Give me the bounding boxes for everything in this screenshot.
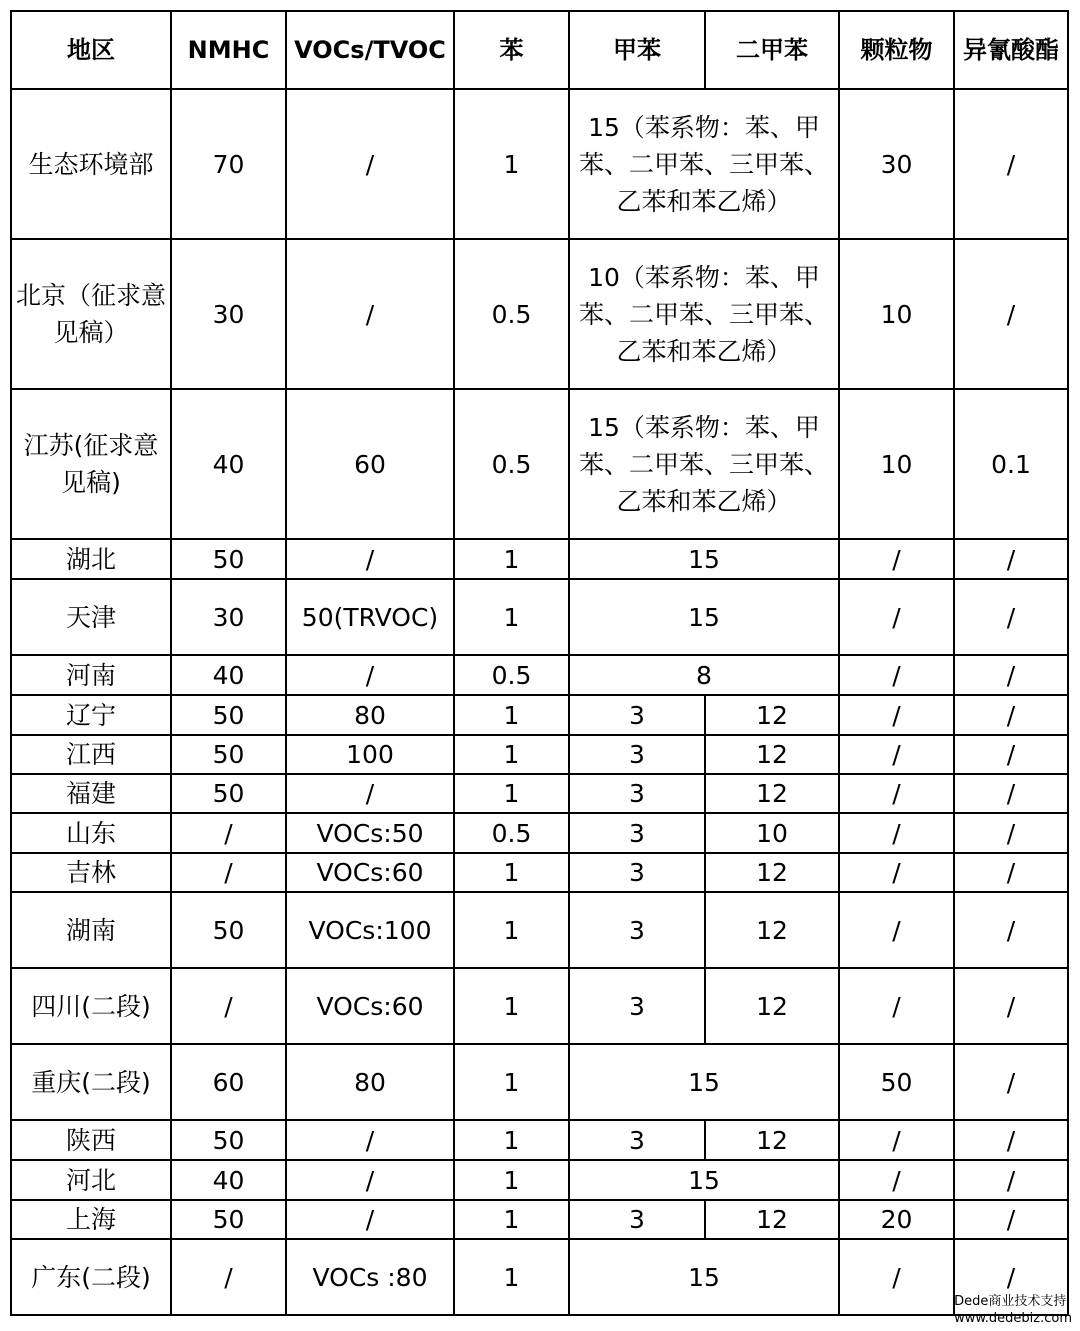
cell-particulate: / bbox=[839, 579, 954, 655]
cell-isocyanate: / bbox=[954, 774, 1068, 813]
cell-benzene: 0.5 bbox=[454, 655, 569, 695]
cell-xylene: 12 bbox=[705, 1120, 839, 1160]
cell-particulate: / bbox=[839, 968, 954, 1044]
cell-isocyanate: / bbox=[954, 853, 1068, 892]
cell-isocyanate: / bbox=[954, 1200, 1068, 1239]
header-region: 地区 bbox=[11, 11, 171, 89]
table-row bbox=[11, 735, 1068, 774]
cell-particulate: / bbox=[839, 853, 954, 892]
cell-region: 广东(二段) bbox=[11, 1239, 171, 1315]
cell-toluene: 3 bbox=[569, 968, 705, 1044]
table-body bbox=[11, 89, 1068, 1315]
cell-vocs: 50(TRVOC) bbox=[286, 579, 454, 655]
cell-benzene: 1 bbox=[454, 774, 569, 813]
cell-vocs: / bbox=[286, 1200, 454, 1239]
table-row bbox=[11, 695, 1068, 735]
header-xylene: 二甲苯 bbox=[705, 11, 839, 89]
cell-benzene: 1 bbox=[454, 968, 569, 1044]
table-row bbox=[11, 655, 1068, 695]
cell-region: 河北 bbox=[11, 1160, 171, 1200]
cell-particulate: 50 bbox=[839, 1044, 954, 1120]
cell-particulate: / bbox=[839, 655, 954, 695]
cell-region: 河南 bbox=[11, 655, 171, 695]
cell-particulate: / bbox=[839, 1160, 954, 1200]
cell-vocs: / bbox=[286, 239, 454, 389]
cell-vocs: VOCs:50 bbox=[286, 813, 454, 853]
cell-vocs: 80 bbox=[286, 695, 454, 735]
cell-nmhc: 50 bbox=[171, 1200, 286, 1239]
cell-particulate: / bbox=[839, 774, 954, 813]
cell-nmhc: 40 bbox=[171, 1160, 286, 1200]
cell-toluene: 3 bbox=[569, 1200, 705, 1239]
cell-xylene: 12 bbox=[705, 695, 839, 735]
cell-region: 陕西 bbox=[11, 1120, 171, 1160]
cell-nmhc: 60 bbox=[171, 1044, 286, 1120]
cell-benzene: 1 bbox=[454, 892, 569, 968]
cell-isocyanate: / bbox=[954, 539, 1068, 579]
cell-xylene: 12 bbox=[705, 968, 839, 1044]
cell-vocs: / bbox=[286, 1120, 454, 1160]
cell-particulate: / bbox=[839, 539, 954, 579]
cell-benzene: 1 bbox=[454, 1044, 569, 1120]
cell-region: 辽宁 bbox=[11, 695, 171, 735]
cell-toluene-xylene-combined: 10（苯系物：苯、甲苯、二甲苯、三甲苯、乙苯和苯乙烯） bbox=[569, 239, 839, 389]
table-row bbox=[11, 892, 1068, 968]
cell-region: 重庆(二段) bbox=[11, 1044, 171, 1120]
cell-nmhc: 70 bbox=[171, 89, 286, 239]
cell-region: 天津 bbox=[11, 579, 171, 655]
cell-toluene: 3 bbox=[569, 695, 705, 735]
watermark-line-2: www.dedebiz.com bbox=[954, 1311, 1072, 1326]
watermark-line-1: Dede商业技术支持 bbox=[954, 1294, 1067, 1309]
cell-isocyanate: / bbox=[954, 813, 1068, 853]
cell-isocyanate: / bbox=[954, 968, 1068, 1044]
cell-nmhc: 30 bbox=[171, 239, 286, 389]
cell-toluene: 3 bbox=[569, 774, 705, 813]
cell-region: 上海 bbox=[11, 1200, 171, 1239]
cell-nmhc: 50 bbox=[171, 892, 286, 968]
cell-benzene: 0.5 bbox=[454, 239, 569, 389]
cell-isocyanate: / bbox=[954, 1239, 1068, 1315]
cell-toluene: 3 bbox=[569, 1120, 705, 1160]
table-row bbox=[11, 813, 1068, 853]
table-row bbox=[11, 774, 1068, 813]
cell-region: 四川(二段) bbox=[11, 968, 171, 1044]
table-row bbox=[11, 239, 1068, 389]
cell-benzene: 1 bbox=[454, 539, 569, 579]
cell-benzene: 1 bbox=[454, 89, 569, 239]
header-vocs: VOCs/TVOC bbox=[286, 11, 454, 89]
cell-benzene: 0.5 bbox=[454, 389, 569, 539]
cell-vocs: VOCs:60 bbox=[286, 853, 454, 892]
table-row bbox=[11, 968, 1068, 1044]
cell-benzene: 1 bbox=[454, 1160, 569, 1200]
cell-vocs: 60 bbox=[286, 389, 454, 539]
cell-toluene-xylene-combined: 15 bbox=[569, 579, 839, 655]
cell-nmhc: 50 bbox=[171, 1120, 286, 1160]
cell-vocs: VOCs:60 bbox=[286, 968, 454, 1044]
cell-vocs: / bbox=[286, 655, 454, 695]
cell-region: 生态环境部 bbox=[11, 89, 171, 239]
cell-isocyanate: / bbox=[954, 1160, 1068, 1200]
cell-benzene: 1 bbox=[454, 1200, 569, 1239]
cell-xylene: 12 bbox=[705, 853, 839, 892]
cell-particulate: 10 bbox=[839, 239, 954, 389]
table-row bbox=[11, 1120, 1068, 1160]
cell-benzene: 1 bbox=[454, 695, 569, 735]
cell-region: 吉林 bbox=[11, 853, 171, 892]
cell-vocs: / bbox=[286, 539, 454, 579]
cell-toluene-xylene-combined: 15 bbox=[569, 1044, 839, 1120]
cell-vocs: / bbox=[286, 1160, 454, 1200]
cell-particulate: / bbox=[839, 813, 954, 853]
cell-xylene: 10 bbox=[705, 813, 839, 853]
cell-toluene-xylene-combined: 8 bbox=[569, 655, 839, 695]
cell-nmhc: 40 bbox=[171, 389, 286, 539]
cell-region: 湖北 bbox=[11, 539, 171, 579]
table-row bbox=[11, 1160, 1068, 1200]
table-row bbox=[11, 1044, 1068, 1120]
watermark bbox=[954, 1293, 1072, 1327]
cell-nmhc: 30 bbox=[171, 579, 286, 655]
table-row bbox=[11, 1200, 1068, 1239]
table-row bbox=[11, 539, 1068, 579]
cell-isocyanate: 0.1 bbox=[954, 389, 1068, 539]
cell-particulate: / bbox=[839, 735, 954, 774]
cell-toluene-xylene-combined: 15（苯系物：苯、甲苯、二甲苯、三甲苯、乙苯和苯乙烯） bbox=[569, 89, 839, 239]
cell-vocs: VOCs:100 bbox=[286, 892, 454, 968]
cell-benzene: 1 bbox=[454, 1239, 569, 1315]
cell-toluene-xylene-combined: 15 bbox=[569, 539, 839, 579]
cell-particulate: / bbox=[839, 892, 954, 968]
cell-nmhc: 50 bbox=[171, 774, 286, 813]
cell-benzene: 1 bbox=[454, 853, 569, 892]
cell-nmhc: 50 bbox=[171, 735, 286, 774]
header-row bbox=[11, 11, 1068, 89]
cell-nmhc: 50 bbox=[171, 539, 286, 579]
cell-xylene: 12 bbox=[705, 735, 839, 774]
table-row bbox=[11, 89, 1068, 239]
cell-benzene: 1 bbox=[454, 579, 569, 655]
cell-particulate: / bbox=[839, 1239, 954, 1315]
header-benzene: 苯 bbox=[454, 11, 569, 89]
cell-vocs: VOCs :80 bbox=[286, 1239, 454, 1315]
cell-toluene: 3 bbox=[569, 853, 705, 892]
header-nmhc: NMHC bbox=[171, 11, 286, 89]
cell-isocyanate: / bbox=[954, 655, 1068, 695]
table-row bbox=[11, 853, 1068, 892]
cell-particulate: / bbox=[839, 1120, 954, 1160]
cell-xylene: 12 bbox=[705, 1200, 839, 1239]
cell-region: 江苏(征求意见稿) bbox=[11, 389, 171, 539]
cell-isocyanate: / bbox=[954, 1044, 1068, 1120]
cell-region: 江西 bbox=[11, 735, 171, 774]
cell-isocyanate: / bbox=[954, 735, 1068, 774]
cell-toluene: 3 bbox=[569, 735, 705, 774]
cell-vocs: / bbox=[286, 774, 454, 813]
cell-isocyanate: / bbox=[954, 89, 1068, 239]
cell-xylene: 12 bbox=[705, 892, 839, 968]
cell-toluene-xylene-combined: 15 bbox=[569, 1239, 839, 1315]
cell-nmhc: / bbox=[171, 813, 286, 853]
cell-nmhc: 40 bbox=[171, 655, 286, 695]
cell-isocyanate: / bbox=[954, 579, 1068, 655]
cell-nmhc: / bbox=[171, 853, 286, 892]
cell-particulate: / bbox=[839, 695, 954, 735]
header-toluene: 甲苯 bbox=[569, 11, 705, 89]
cell-nmhc: / bbox=[171, 968, 286, 1044]
cell-benzene: 1 bbox=[454, 1120, 569, 1160]
header-isocyanate: 异氰酸酯 bbox=[954, 11, 1068, 89]
cell-vocs: / bbox=[286, 89, 454, 239]
cell-region: 福建 bbox=[11, 774, 171, 813]
cell-isocyanate: / bbox=[954, 695, 1068, 735]
table-row bbox=[11, 1239, 1068, 1315]
cell-region: 山东 bbox=[11, 813, 171, 853]
cell-xylene: 12 bbox=[705, 774, 839, 813]
cell-isocyanate: / bbox=[954, 1120, 1068, 1160]
cell-region: 北京（征求意见稿） bbox=[11, 239, 171, 389]
table-row bbox=[11, 389, 1068, 539]
cell-toluene-xylene-combined: 15 bbox=[569, 1160, 839, 1200]
cell-nmhc: 50 bbox=[171, 695, 286, 735]
cell-isocyanate: / bbox=[954, 239, 1068, 389]
cell-benzene: 1 bbox=[454, 735, 569, 774]
cell-vocs: 100 bbox=[286, 735, 454, 774]
cell-vocs: 80 bbox=[286, 1044, 454, 1120]
cell-nmhc: / bbox=[171, 1239, 286, 1315]
cell-particulate: 10 bbox=[839, 389, 954, 539]
cell-toluene-xylene-combined: 15（苯系物：苯、甲苯、二甲苯、三甲苯、乙苯和苯乙烯） bbox=[569, 389, 839, 539]
cell-toluene: 3 bbox=[569, 892, 705, 968]
emission-standards-table bbox=[10, 10, 1069, 1316]
table-row bbox=[11, 579, 1068, 655]
cell-region: 湖南 bbox=[11, 892, 171, 968]
cell-isocyanate: / bbox=[954, 892, 1068, 968]
cell-benzene: 0.5 bbox=[454, 813, 569, 853]
cell-toluene: 3 bbox=[569, 813, 705, 853]
header-particulate: 颗粒物 bbox=[839, 11, 954, 89]
cell-particulate: 20 bbox=[839, 1200, 954, 1239]
cell-particulate: 30 bbox=[839, 89, 954, 239]
